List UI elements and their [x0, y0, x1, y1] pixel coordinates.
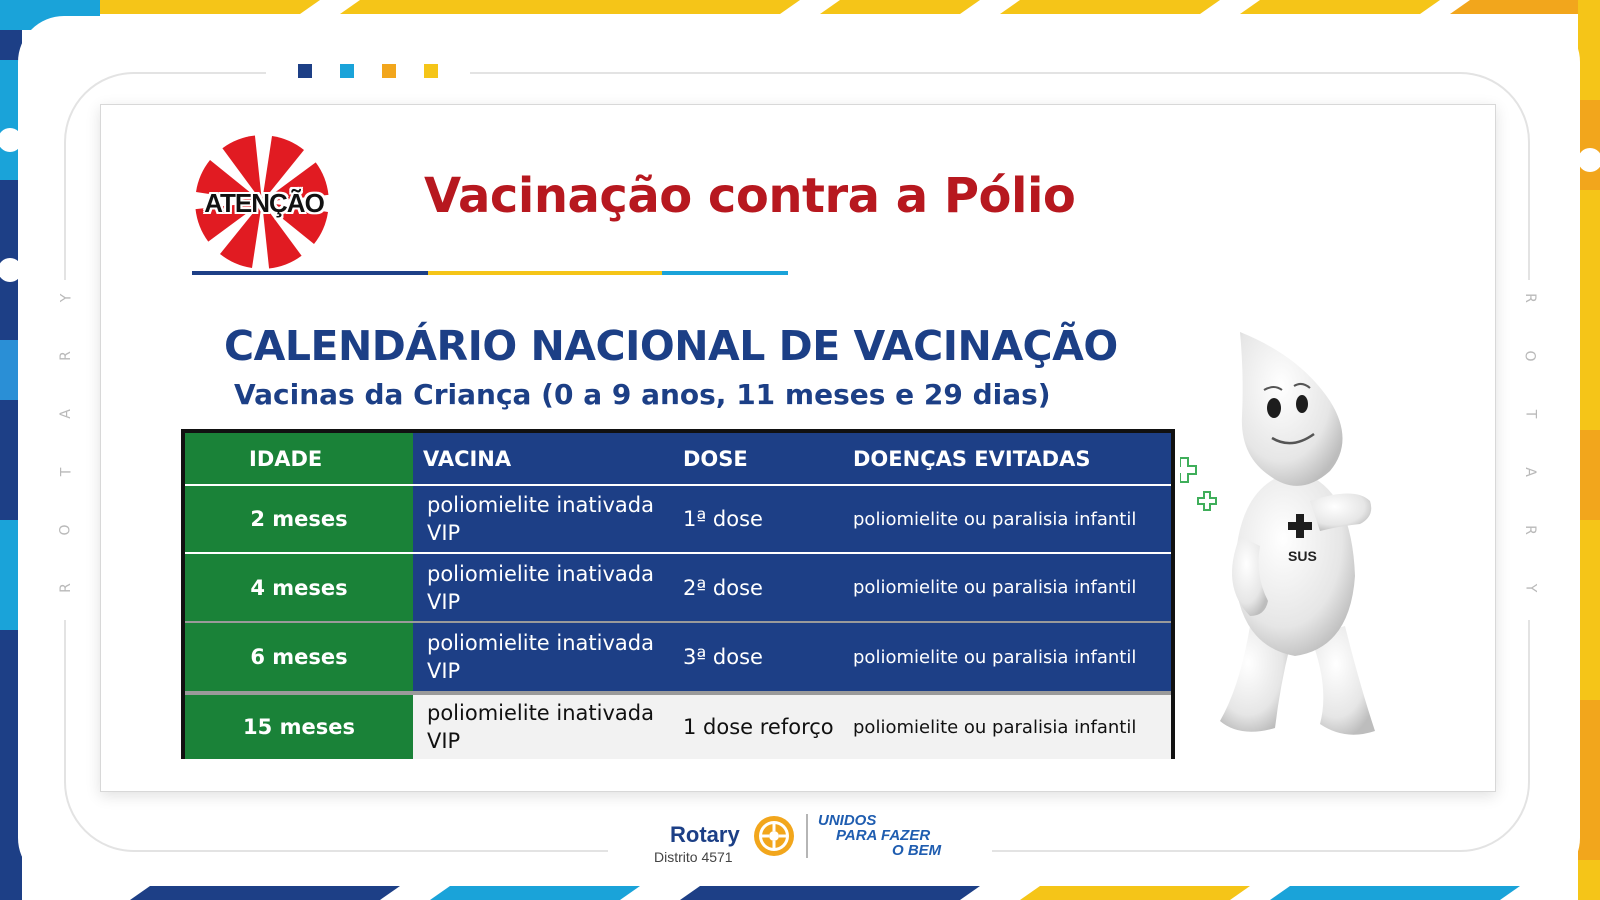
cell-age: 2 meses: [185, 486, 413, 552]
cell-diseases: poliomielite ou paralisia infantil: [853, 577, 1137, 598]
cell-dose: 1 dose reforço: [683, 715, 834, 739]
cell-vaccine: poliomielite inativada VIP: [427, 493, 654, 545]
cell-age: 4 meses: [185, 554, 413, 621]
table-row: [185, 695, 1171, 759]
side-text-letter: T: [58, 467, 74, 477]
color-dot: [340, 64, 354, 78]
side-text-letter: R: [1521, 293, 1538, 303]
rotary-logo-text: Rotary: [670, 822, 740, 847]
section-title: CALENDÁRIO NACIONAL DE VACINAÇÃO: [224, 322, 1118, 370]
header-age: IDADE: [185, 433, 413, 484]
header-vaccine: VACINA: [423, 446, 512, 471]
cell-dose: 1ª dose: [683, 507, 763, 531]
side-text-letter: A: [1521, 467, 1538, 477]
side-text-left: [56, 290, 76, 596]
cell-dose: 3ª dose: [683, 645, 763, 669]
side-text-letter: T: [1522, 409, 1538, 419]
slogan-line: O BEM: [892, 842, 942, 859]
ze-gotinha-mascot-icon: [1180, 326, 1410, 756]
slogan-line: UNIDOS: [818, 812, 877, 829]
color-dot: [424, 64, 438, 78]
side-text-letter: R: [57, 583, 74, 593]
side-text-letter: A: [57, 409, 74, 419]
color-dot: [382, 64, 396, 78]
cell-dose: 2ª dose: [683, 575, 763, 600]
header-diseases: DOENÇAS EVITADAS: [853, 446, 1091, 471]
footer-divider: [806, 814, 808, 858]
table-row: [185, 486, 1171, 552]
page-title: Vacinação contra a Pólio: [424, 168, 1076, 224]
title-underline: [192, 271, 788, 275]
side-text-letter: R: [1521, 525, 1538, 535]
cell-vaccine: poliomielite inativada VIP: [427, 561, 654, 614]
cell-diseases: poliomielite ou paralisia infantil: [853, 646, 1137, 668]
color-dot: [298, 64, 312, 78]
color-dots: [298, 64, 438, 78]
table-header-row: [185, 433, 1171, 484]
mascot-badge: SUS: [1288, 548, 1317, 564]
cell-diseases: poliomielite ou paralisia infantil: [853, 508, 1137, 530]
slogan-line: PARA FAZER: [836, 827, 931, 844]
rotary-slogan: [818, 813, 941, 858]
attention-label: ATENÇÃO: [204, 188, 324, 218]
cell-vaccine: poliomielite inativada VIP: [427, 631, 654, 683]
side-text-letter: R: [57, 351, 74, 361]
header-dose: DOSE: [683, 446, 748, 471]
table-row: [185, 554, 1171, 621]
side-text-letter: Y: [1522, 583, 1538, 593]
cell-age: 6 meses: [185, 623, 413, 691]
side-text-right: [1520, 290, 1540, 596]
side-text-letter: O: [58, 524, 74, 536]
side-text-letter: O: [1522, 350, 1538, 362]
cell-age: 15 meses: [185, 695, 413, 759]
section-subtitle: Vacinas da Criança (0 a 9 anos, 11 meses e 29 dias): [234, 378, 1051, 411]
rotary-district: Distrito 4571: [654, 849, 733, 865]
vaccination-table: [181, 429, 1175, 759]
side-text-letter: Y: [58, 293, 74, 303]
cell-vaccine: poliomielite inativada VIP: [427, 701, 654, 753]
table-row: [185, 623, 1171, 691]
cell-diseases: poliomielite ou paralisia infantil: [853, 716, 1137, 738]
rotary-wheel-icon: [752, 814, 796, 858]
